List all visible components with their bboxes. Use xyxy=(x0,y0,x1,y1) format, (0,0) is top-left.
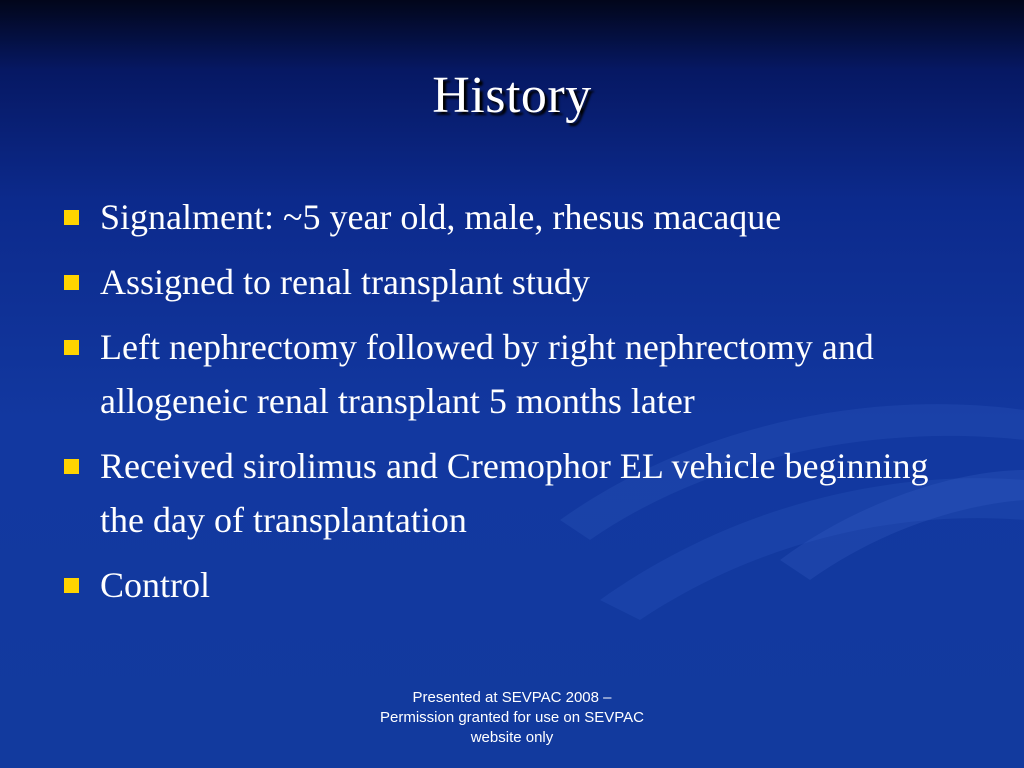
bullet-item xyxy=(62,190,962,244)
bullet-text: Control xyxy=(100,565,211,605)
bullet-text: Signalment: ~5 year old, male, rhesus macaque xyxy=(100,197,782,237)
bullet-item xyxy=(62,558,962,612)
square-bullet-icon xyxy=(64,340,79,355)
footer-note xyxy=(330,688,694,748)
bullet-text: Left nephrectomy followed by right nephrectomy and allogeneic renal transplant 5 months later xyxy=(100,327,874,421)
bullet-list xyxy=(62,190,962,623)
bullet-item xyxy=(62,439,962,547)
footer-line: Presented at SEVPAC 2008 – xyxy=(412,689,612,706)
square-bullet-icon xyxy=(64,210,79,225)
bullet-item xyxy=(62,320,962,428)
square-bullet-icon xyxy=(64,459,79,474)
footer-line: website only xyxy=(470,729,554,746)
bullet-text: Assigned to renal transplant study xyxy=(100,262,590,302)
footer-line: Permission granted for use on SEVPAC xyxy=(379,709,645,726)
bullet-text: Received sirolimus and Cremophor EL vehicle beginning the day of transplantation xyxy=(100,446,929,540)
slide-title: History xyxy=(432,67,592,124)
square-bullet-icon xyxy=(64,578,79,593)
bullet-item xyxy=(62,255,962,309)
square-bullet-icon xyxy=(64,275,79,290)
